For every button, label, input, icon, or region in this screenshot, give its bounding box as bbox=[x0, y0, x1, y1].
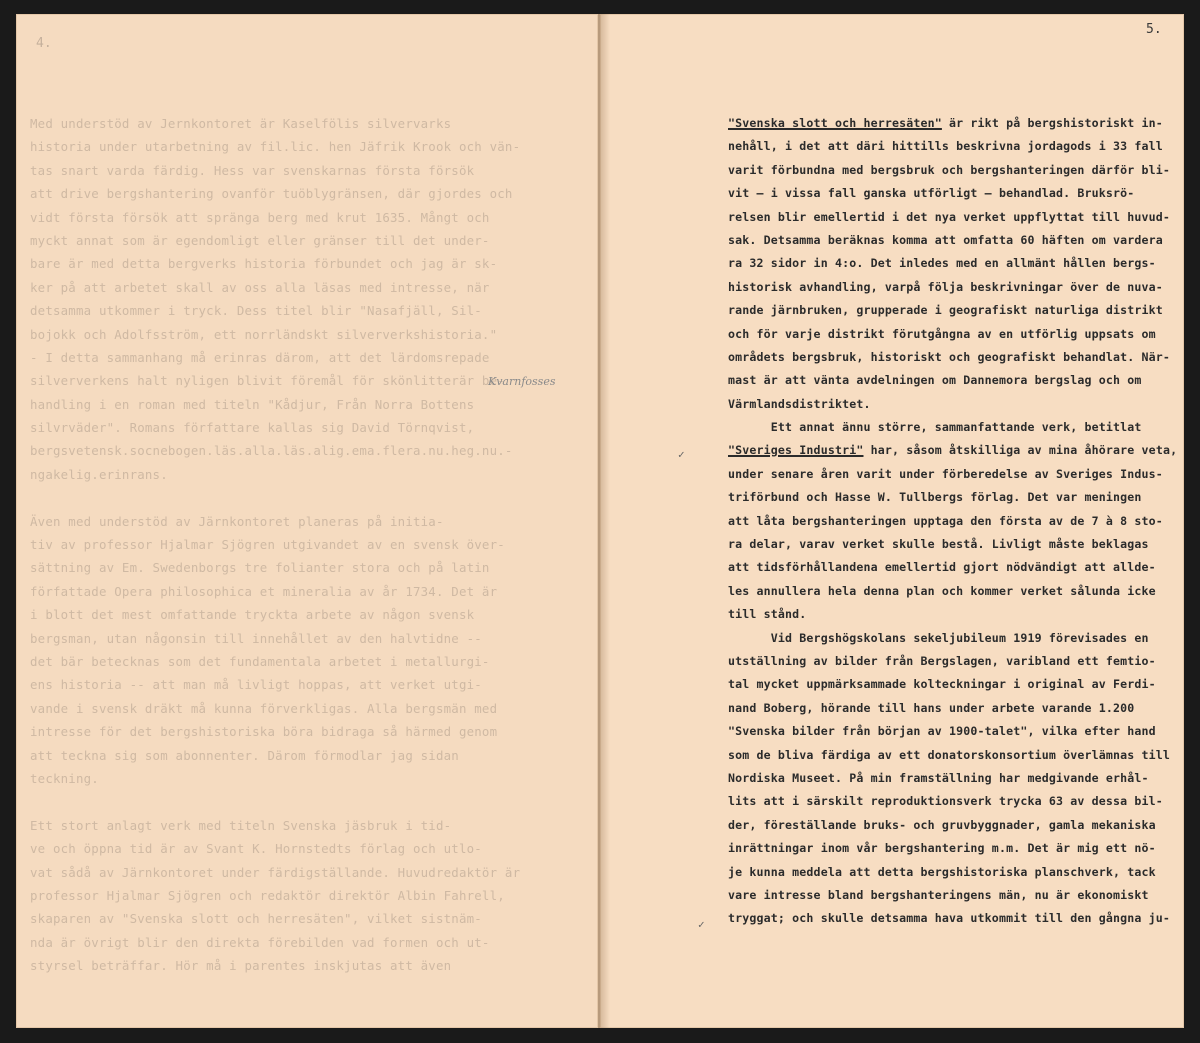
text-line: områdets bergsbruk, historiskt och geografiskt behandlat. När- bbox=[728, 349, 1171, 364]
text-line: historia under utarbetning av fil.lic. hen Jäfrik Krook och vän- bbox=[30, 139, 521, 155]
text-line: som de bliva färdiga av ett donatorskonsortium överlämnas till bbox=[728, 747, 1171, 762]
text-line: rande järnbruken, grupperade i geografiskt naturliga distrikt bbox=[728, 303, 1163, 318]
text-line: - I detta sammanhang må erinras därom, att det lärdomsrepade bbox=[30, 349, 490, 365]
text-line: tiv av professor Hjalmar Sjögren utgivandet av en svensk över- bbox=[30, 537, 505, 553]
text-line: silververkens halt nyligen blivit föremål för skönlitterär be- bbox=[30, 373, 505, 389]
text-line: teckning. bbox=[30, 770, 99, 786]
text-line: "Svenska slott och herresäten" är rikt på bergshistoriskt in- bbox=[728, 116, 1163, 130]
text-line: je kunna meddela att detta bergshistoriska planschverk, tack bbox=[728, 864, 1156, 879]
text-line: tas snart varda färdig. Hess var svenskarnas första försök bbox=[30, 162, 475, 178]
text-line: myckt annat som är egendomligt eller gränser till det under- bbox=[30, 232, 490, 248]
text-line: att teckna sig som abonnenter. Därom förmodlar jag sidan bbox=[30, 747, 459, 763]
text-line: ker på att arbetet skall av oss alla läsas med intresse, när bbox=[30, 279, 490, 295]
text-line: mast är att vänta avdelningen om Dannemora bergslag och om bbox=[728, 373, 1142, 388]
text-line: tryggat; och skulle detsamma hava utkommit till den gångna ju- bbox=[728, 911, 1171, 926]
text-line: ve och öppna tid är av Svant K. Hornstedts förlag och utlo- bbox=[30, 841, 482, 857]
text-line: skaparen av "Svenska slott och herresäten", vilket sistnäm- bbox=[30, 911, 482, 927]
text-line: varit förbundna med bergsbruk och bergshanteringen därför bli- bbox=[728, 162, 1171, 177]
text-line: bojokk och Adolfsström, ett norrländskt silververkshistoria." bbox=[30, 326, 498, 342]
text-line: sättning av Em. Swedenborgs tre folianter stora och på latin bbox=[30, 560, 490, 576]
underlined-title: "Sveriges Industri" bbox=[728, 443, 864, 458]
text-line: det bär betecknas som det fundamentala arbetet i metallurgi- bbox=[30, 653, 490, 669]
text-line: under senare åren varit under förberedelse av Sveriges Indus- bbox=[728, 466, 1163, 481]
text-line: nda är övrigt blir den direkta förebilden vad formen och ut- bbox=[30, 934, 490, 950]
text-line: relsen blir emellertid i det nya verket uppflyttat till huvud- bbox=[728, 209, 1171, 224]
text-line: inrättningar inom vår bergshantering m.m. Det är mig ett nö- bbox=[728, 841, 1156, 856]
underlined-title: "Svenska slott och herresäten" bbox=[728, 116, 942, 130]
text-line: sak. Detsamma beräknas komma att omfatta 60 häften om vardera bbox=[728, 232, 1163, 247]
text-line: Vid Bergshögskolans sekeljubileum 1919 förevisades en bbox=[728, 630, 1149, 645]
text-line: historisk avhandling, varpå följa beskrivningar över de nuva- bbox=[728, 279, 1163, 294]
text-line: nehåll, i det att däri hittills beskrivna jordagods i 33 fall bbox=[728, 139, 1163, 154]
text-line bbox=[30, 790, 480, 813]
text-line: och för varje distrikt förutgångna av en utförlig uppsats om bbox=[728, 326, 1156, 341]
text-line: vande i svensk dräkt må kunna förverkligas. Alla bergsmän med bbox=[30, 700, 498, 716]
text-line: författade Opera philosophica et mineralia av år 1734. Det är bbox=[30, 583, 498, 599]
text-line: bergsvetensk.socnebogen.läs.alla.läs.alig.ema.flera.nu.heg.nu.- bbox=[30, 443, 513, 459]
text-line: styrsel beträffar. Hör må i parentes inskjutas att även bbox=[30, 958, 452, 974]
right-page-number: 5. bbox=[1146, 22, 1162, 37]
text-line: "Sveriges Industri" har, såsom åtskilliga av mina åhörare veta, bbox=[728, 443, 1178, 458]
text-line: lits att i särskilt reproduktionsverk trycka 63 av dessa bil- bbox=[728, 794, 1163, 809]
text-line: vare intresse bland bergshanteringens män, nu är ekonomiskt bbox=[728, 887, 1149, 902]
text-line bbox=[30, 486, 480, 509]
text-line: les annullera hela denna plan och kommer verket sålunda icke bbox=[728, 583, 1156, 598]
text-line: triförbund och Hasse W. Tullbergs förlag. Det var meningen bbox=[728, 490, 1142, 505]
check-mark-icon: ✓ bbox=[678, 448, 685, 461]
text-line: till stånd. bbox=[728, 607, 807, 622]
text-line: Nordiska Museet. På min framställning har medgivande erhål- bbox=[728, 770, 1149, 785]
text-line: att drive bergshantering ovanför tuöblygränsen, där gjordes och bbox=[30, 186, 513, 202]
text-line: detsamma utkommer i tryck. Dess titel blir "Nasafjäll, Sil- bbox=[30, 303, 482, 319]
text-line: handling i en roman med titeln "Kådjur, Från Norra Bottens bbox=[30, 396, 475, 412]
text-line: att låta bergshanteringen upptaga den första av de 7 à 8 sto- bbox=[728, 513, 1163, 528]
text-line: professor Hjalmar Sjögren och redaktör direktör Albin Fahrell, bbox=[30, 887, 505, 903]
text-line: vidt första försök att spränga berg med krut 1635. Mångt och bbox=[30, 209, 490, 225]
text-line: Ett stort anlagt verk med titeln Svenska jäsbruk i tid- bbox=[30, 817, 452, 833]
handwritten-margin-note: Kvarnfosses bbox=[488, 375, 556, 388]
text-line: i blott det mest omfattande tryckta arbete av någon svensk bbox=[30, 607, 475, 623]
text-line: ens historia -- att man må livligt hoppas, att verket utgi- bbox=[30, 677, 482, 693]
text-line: ngakelig.erinrans. bbox=[30, 466, 168, 482]
text-line: Ett annat ännu större, sammanfattande verk, betitlat bbox=[728, 420, 1142, 435]
check-mark-icon: ✓ bbox=[698, 918, 705, 931]
left-page-text bbox=[30, 112, 521, 977]
fold-shadow bbox=[600, 14, 610, 1028]
text-line: nand Boberg, hörande till hans under arbete varande 1.200 bbox=[728, 700, 1135, 715]
text-line: tal mycket uppmärksammade kolteckningar i original av Ferdi- bbox=[728, 677, 1156, 692]
text-line: Med understöd av Jernkontoret är Kaselfölis silvervarks bbox=[30, 116, 452, 131]
text-line: silvrväder". Romans författare kallas sig David Törnqvist, bbox=[30, 420, 475, 436]
text-line: utställning av bilder från Bergslagen, varibland ett femtio- bbox=[728, 653, 1156, 668]
text-line: "Svenska bilder från början av 1900-talet", vilka efter hand bbox=[728, 724, 1156, 739]
text-line: vit — i vissa fall ganska utförligt — behandlad. Bruksrö- bbox=[728, 186, 1135, 201]
text-line: intresse för det bergshistoriska böra bidraga så härmed genom bbox=[30, 724, 498, 740]
text-line: att tidsförhållandena emellertid gjort nödvändigt att allde- bbox=[728, 560, 1156, 575]
text-line: der, föreställande bruks- och gruvbyggnader, gamla mekaniska bbox=[728, 817, 1156, 832]
right-page-text bbox=[728, 112, 1178, 931]
left-page-number: 4. bbox=[36, 36, 52, 51]
text-line: bare är med detta bergverks historia förbundet och jag är sk- bbox=[30, 256, 498, 272]
text-line: bergsman, utan någonsin till innehållet av den halvtidne -- bbox=[30, 630, 482, 646]
text-line: Värmlandsdistriktet. bbox=[728, 396, 871, 411]
text-line: ra 32 sidor in 4:o. Det inledes med en allmänt hållen bergs- bbox=[728, 256, 1156, 271]
text-line: vat sådå av Järnkontoret under färdigställande. Huvudredaktör är bbox=[30, 864, 521, 880]
text-line: ra delar, varav verket skulle bestå. Livligt måste beklagas bbox=[728, 537, 1149, 552]
text-line: Även med understöd av Järnkontoret planeras på initia- bbox=[30, 513, 444, 529]
